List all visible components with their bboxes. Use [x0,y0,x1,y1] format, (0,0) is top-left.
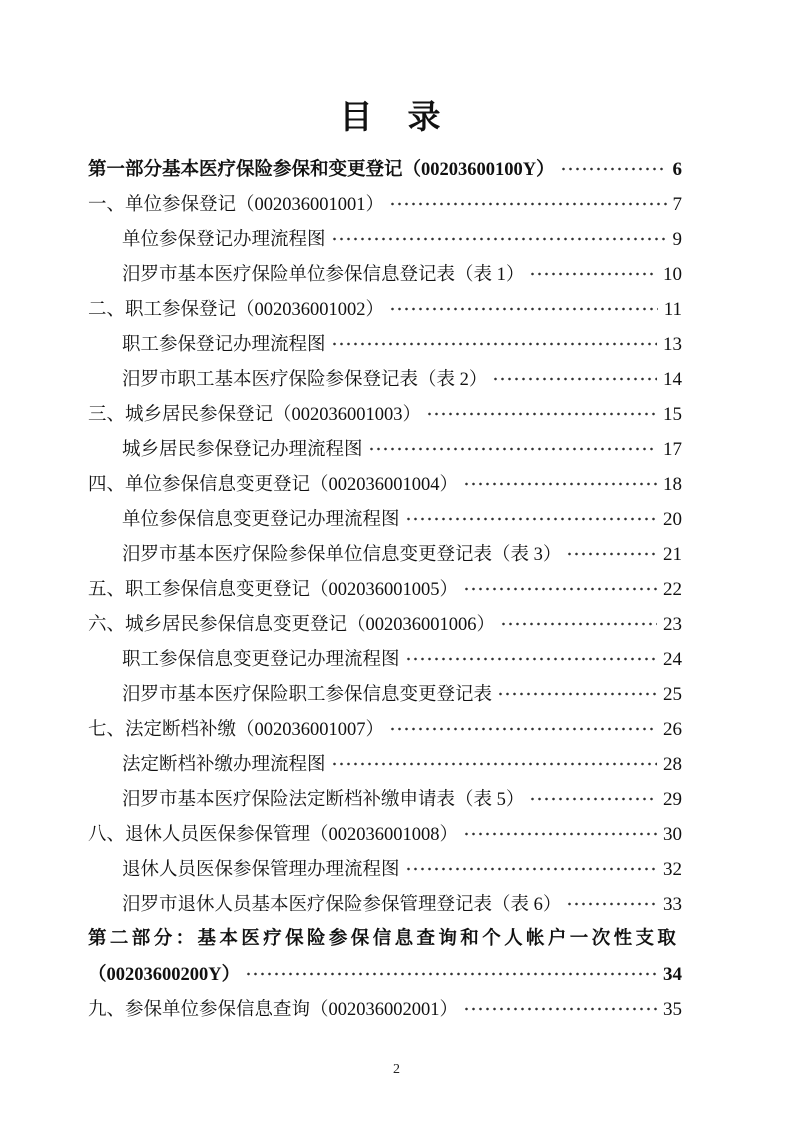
toc-entry-text: 二、职工参保登记（002036001002） [88,300,385,320]
toc-entry-page: 15 [663,404,682,425]
toc-entry-page: 6 [672,159,682,180]
toc-entry-text: （00203600200Y） [88,965,241,985]
toc-list [88,152,682,1027]
dot-leader [497,677,657,712]
dot-leader [331,747,657,782]
toc-entry [88,852,682,887]
toc-content [88,98,682,1027]
dot-leader [389,187,666,222]
toc-entry [88,677,682,712]
dot-leader [389,712,657,747]
toc-entry-text: 退休人员医保参保管理办理流程图 [122,860,400,880]
dot-leader [500,607,657,642]
toc-entry-text: 九、参保单位参保信息查询（002036002001） [88,1000,459,1020]
toc-entry [88,502,682,537]
toc-entry [88,362,682,397]
toc-entry [88,957,682,992]
dot-leader [389,292,658,327]
toc-entry-page: 17 [663,439,682,460]
dot-leader [566,887,657,922]
toc-entry-text: 汨罗市基本医疗保险单位参保信息登记表（表 1） [122,265,525,285]
toc-entry-text: 五、职工参保信息变更登记（002036001005） [88,580,459,600]
toc-entry [88,887,682,922]
toc-entry [88,642,682,677]
toc-entry-text: 一、单位参保登记（002036001001） [88,195,385,215]
dot-leader [529,257,657,292]
toc-entry-page: 10 [663,264,682,285]
toc-entry-text: 四、单位参保信息变更登记（002036001004） [88,475,459,495]
toc-entry-page: 9 [672,229,682,250]
toc-entry [88,187,682,222]
toc-entry-text: 三、城乡居民参保登记（002036001003） [88,405,422,425]
toc-entry-text: 职工参保登记办理流程图 [122,335,326,355]
toc-entry-text: 法定断档补缴办理流程图 [122,755,326,775]
toc-entry [88,607,682,642]
dot-leader [405,502,657,537]
toc-entry-page: 33 [663,894,682,915]
toc-entry-page: 20 [663,509,682,530]
toc-entry-text: 单位参保登记办理流程图 [122,230,326,250]
toc-entry-text: 汨罗市基本医疗保险法定断档补缴申请表（表 5） [122,790,525,810]
toc-entry-page: 35 [663,999,682,1020]
toc-entry-text: 八、退休人员医保参保管理（002036001008） [88,825,459,845]
toc-entry-page: 7 [672,194,682,215]
toc-entry-page: 29 [663,789,682,810]
dot-leader [463,992,657,1027]
toc-entry-page: 24 [663,649,682,670]
footer-page-number: 2 [393,1062,400,1077]
toc-entry-page: 14 [663,369,682,390]
dot-leader [405,642,657,677]
dot-leader [368,432,657,467]
dot-leader [492,362,657,397]
toc-entry-text: 汨罗市退休人员基本医疗保险参保管理登记表（表 6） [122,895,562,915]
toc-entry-text: 汨罗市基本医疗保险职工参保信息变更登记表 [122,685,493,705]
toc-entry [88,222,682,257]
toc-entry [88,712,682,747]
toc-entry-text: 六、城乡居民参保信息变更登记（002036001006） [88,615,496,635]
toc-entry [88,817,682,852]
toc-entry-page: 18 [663,474,682,495]
toc-entry [88,537,682,572]
toc-entry-text: 汨罗市基本医疗保险参保单位信息变更登记表（表 3） [122,545,562,565]
page-title: 目 录 [339,100,442,136]
toc-entry-page: 23 [663,614,682,635]
toc-entry [88,152,682,187]
toc-entry-page: 34 [663,964,682,985]
dot-leader [463,817,657,852]
toc-entry [88,747,682,782]
toc-entry-page: 13 [663,334,682,355]
toc-entry-page: 11 [663,299,682,320]
toc-entry [88,782,682,817]
toc-entry [88,432,682,467]
toc-entry [88,397,682,432]
toc-entry-text: 汨罗市职工基本医疗保险参保登记表（表 2） [122,370,488,390]
dot-leader [245,957,657,992]
toc-entry-part-heading: 第二部分：基本医疗保险参保信息查询和个人帐户一次性支取 [88,929,680,949]
dot-leader [463,572,657,607]
toc-entry [88,992,682,1027]
toc-entry-page: 21 [663,544,682,565]
toc-entry-page: 26 [663,719,682,740]
dot-leader [331,222,667,257]
toc-entry [88,572,682,607]
toc-entry [88,257,682,292]
toc-entry-page: 30 [663,824,682,845]
toc-entry-page: 25 [663,684,682,705]
toc-entry [88,467,682,502]
dot-leader [426,397,657,432]
dot-leader [331,327,657,362]
toc-entry-page: 32 [663,859,682,880]
toc-entry-text: 第一部分基本医疗保险参保和变更登记（00203600100Y） [88,160,555,180]
toc-entry-page: 22 [663,579,682,600]
dot-leader [463,467,657,502]
dot-leader [566,537,657,572]
dot-leader [529,782,657,817]
toc-entry [88,327,682,362]
toc-entry-text: 城乡居民参保登记办理流程图 [122,440,363,460]
dot-leader [405,852,657,887]
toc-entry-page: 28 [663,754,682,775]
dot-leader [560,152,667,187]
toc-entry [88,292,682,327]
toc-entry-text: 七、法定断档补缴（002036001007） [88,720,385,740]
toc-entry-text: 单位参保信息变更登记办理流程图 [122,510,400,530]
toc-entry-text: 职工参保信息变更登记办理流程图 [122,650,400,670]
